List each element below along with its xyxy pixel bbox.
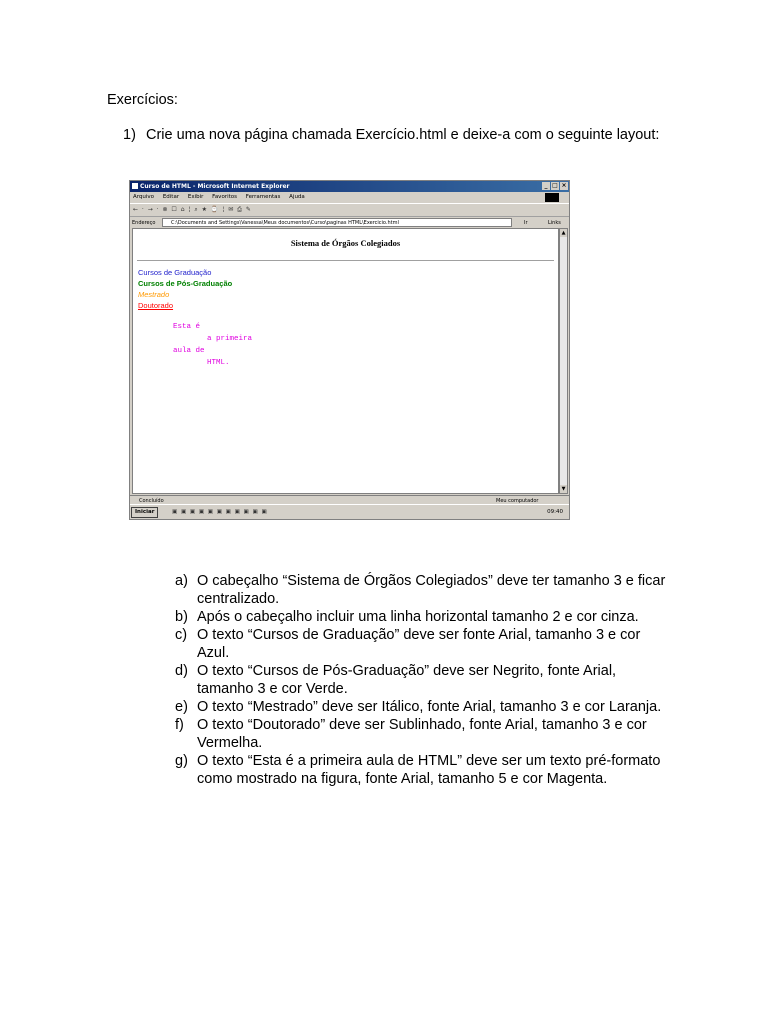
list-item (175, 716, 675, 752)
address-field: C:\Documents and Settings\Vanessa\Meus documentos\Curso\paginas HTML\Exercicio.html (162, 218, 512, 227)
pre-text-line: a primeira (207, 335, 253, 343)
list-item (175, 698, 675, 716)
link-graduacao: Cursos de Graduação (138, 268, 212, 277)
maximize-icon: □ (552, 182, 558, 189)
list-item (175, 662, 675, 698)
menu-editar: Editar (162, 194, 180, 200)
browser-title-bar (130, 181, 569, 192)
question-text: Crie uma nova página chamada Exercício.html e deixe-a com o seguinte layout: (146, 127, 660, 143)
item-text: O texto “Esta é a primeira aula de HTML” deve ser um texto pré-formato como mostrado na figura, fonte Arial, tamanho 5 e cor Magenta. (197, 753, 661, 787)
link-pos-graduacao: Cursos de Pós-Graduação (138, 279, 233, 288)
pre-text-line: HTML. (207, 359, 230, 367)
scroll-down-icon: ▼ (561, 486, 566, 492)
menu-favoritos: Favoritos (212, 194, 237, 200)
exercises-heading: Exercícios: (107, 92, 178, 108)
item-text: O texto “Cursos de Graduação” deve ser fonte Arial, tamanho 3 e cor Azul. (197, 627, 641, 661)
list-item (175, 608, 675, 626)
browser-scrollbar (559, 228, 568, 494)
minimize-icon: _ (542, 182, 550, 190)
menu-ajuda: Ajuda (289, 194, 305, 200)
taskbar-clock: 09:40 (547, 509, 563, 515)
browser-page-content (132, 228, 559, 494)
item-letter: b) (175, 609, 188, 625)
status-zone: Meu computador (496, 498, 539, 504)
browser-screenshot (129, 180, 570, 520)
browser-menu-bar (130, 192, 569, 204)
browser-title: Curso de HTML - Microsoft Internet Explorer (140, 183, 290, 190)
item-letter: c) (175, 627, 188, 643)
item-letter: f) (175, 717, 184, 733)
address-label: Endereço (132, 220, 156, 226)
question-number: 1) (123, 127, 136, 143)
requirements-list (175, 572, 675, 788)
pre-text-line: Esta é (173, 323, 201, 331)
item-letter: a) (175, 573, 188, 589)
link-doutorado: Doutorado (138, 301, 174, 310)
menu-exibir: Exibir (187, 194, 204, 200)
item-text: O texto “Mestrado” deve ser Itálico, fonte Arial, tamanho 3 e cor Laranja. (197, 699, 662, 715)
link-mestrado: Mestrado (138, 290, 170, 299)
item-text: O texto “Cursos de Pós-Graduação” deve ser Negrito, fonte Arial, tamanho 3 e cor Verde. (197, 663, 617, 697)
item-text: O texto “Doutorado” deve ser Sublinhado, fonte Arial, tamanho 3 e cor Vermelha. (197, 717, 647, 751)
links-label: Links (548, 220, 561, 226)
menu-ferramentas: Ferramentas (245, 194, 281, 200)
item-letter: d) (175, 663, 188, 679)
item-text: O cabeçalho “Sistema de Órgãos Colegiados” deve ter tamanho 3 e ficar centralizado. (197, 573, 666, 607)
close-icon: × (561, 182, 567, 189)
windows-logo-icon (545, 193, 559, 202)
horizontal-rule (137, 260, 554, 261)
question-1 (123, 126, 663, 144)
page-heading: Sistema de Órgãos Colegiados (290, 238, 401, 248)
start-button: Iniciar (131, 507, 158, 518)
item-text: Após o cabeçalho incluir uma linha horizontal tamanho 2 e cor cinza. (197, 609, 639, 625)
ie-icon (132, 183, 138, 189)
list-item (175, 752, 675, 788)
go-label: Ir (524, 220, 528, 226)
taskbar-apps: ▣ ▣ ▣ ▣ ▣ ▣ ▣ ▣ ▣ ▣ ▣ (172, 509, 268, 515)
browser-toolbar: ← · → · ⊗ ☐ ⌂ ¦ ⌕ ★ ⌚ ¦ ✉ ⎙ ✎ (130, 204, 569, 217)
status-done: Concluído (139, 498, 164, 504)
windows-taskbar (130, 504, 569, 519)
menu-arquivo: Arquivo (133, 194, 155, 200)
scroll-up-icon: ▲ (561, 230, 566, 236)
list-item (175, 572, 675, 608)
list-item (175, 626, 675, 662)
item-letter: e) (175, 699, 188, 715)
item-letter: g) (175, 753, 188, 769)
pre-text-line: aula de (173, 347, 205, 355)
